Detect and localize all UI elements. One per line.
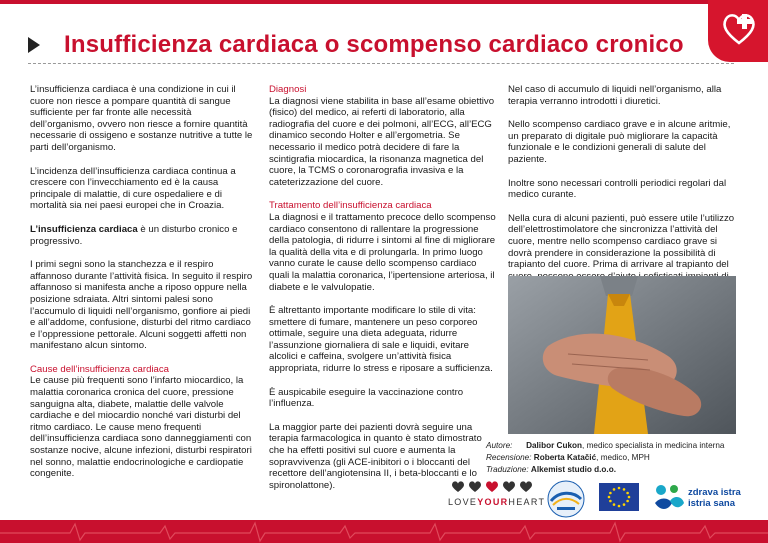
chest-pain-photo: [508, 276, 736, 434]
loveyourheart-text: [448, 497, 546, 507]
column-right: [508, 84, 736, 306]
paragraph: [30, 84, 258, 154]
loveyourheart-logo: [448, 480, 546, 507]
credit-translation: [486, 464, 724, 476]
heart-icon: [502, 480, 516, 493]
paragraph: [30, 364, 258, 480]
paragraph-text: L’incidenza dell’insufficienza cardiaca continua a crescere con l’invecchiamento ed è la causa principale di malattie, di cure ospedaliere e di mortalità sia nei paesi europei che in Croazia.: [30, 165, 236, 212]
header-bar: [0, 0, 768, 4]
paragraph-text: è un disturbo cronico e progressivo.: [30, 223, 238, 247]
paragraph: [508, 178, 736, 201]
credit-role: , medico specialista in medicina interna: [582, 441, 725, 450]
credit-author: [486, 440, 724, 452]
zdrava-istra-logo: [652, 483, 742, 515]
logo-word: HEART: [508, 497, 546, 507]
paragraph: [508, 119, 736, 165]
paragraph-text: I primi segni sono la stanchezza e il respiro affannoso durante l’attività fisica. In seguito il respiro affannoso si manifesta anche a riposo oppure nella posizione sdraiata. Altri sintomi palesi sono l’accumulo di liquidi nell’organismo, gonfiore ai piedi e all’addome, confusione, disturbi del ritmo cardiaco e l’oppressione pettorale. Alcuni soggetti affetti non manifestano alcun sintomo.: [30, 259, 253, 352]
section-subtitle: Cause dell’insufficienza cardiaca: [30, 363, 170, 375]
paragraph: [30, 166, 258, 212]
paragraph-text: Le cause più frequenti sono l’infarto miocardico, la malattia coronarica cronica del cuore, pressione sanguigna alta, diabete, malattie delle valvole cardiache e del miocardio nonché vari disturbi del ritmo cardiaco. Le cause meno frequenti dell’insufficienza cardiaca sono danneggiamenti con sostanze nocive, alcune infezioni, disturbi respiratori nel sonno, malattie endocrinologiche e cardiopatie congenite.: [30, 375, 252, 480]
credit-role: , medico, MPH: [596, 453, 650, 462]
paragraph: [30, 224, 258, 247]
title-row: [28, 28, 684, 62]
paragraph-text: L’insufficienza cardiaca è una condizione in cui il cuore non riesce a pompare quantità di sangue sufficiente per far fronte alle necessità dell’organismo, ovvero non riesce a fornire quantità necessarie di ossigeno e sostanze nutritive a tutte le parti dell’organismo.: [30, 84, 253, 153]
logo-line: zdrava istra: [688, 487, 741, 498]
corner-logo: [708, 0, 768, 62]
logo-line: istria sana: [688, 498, 735, 509]
credit-review: [486, 452, 724, 464]
section-subtitle: Diagnosi: [269, 84, 307, 95]
paragraph: [269, 387, 497, 410]
credit-name: Roberta Katačić: [533, 453, 597, 462]
play-arrow-icon: [28, 37, 40, 53]
credit-label: Traduzione:: [486, 465, 529, 474]
paragraph: [269, 305, 497, 375]
title-divider: [28, 63, 734, 64]
eu-flag-logo: [599, 483, 639, 511]
paragraph-text: La maggior parte dei pazienti dovrà seguire una terapia farmacologica in quanto è stato dimostrato che ha effetti positivi sul cuore e aumenta la sopravvivenza (gli ACE-inibitori o i bloccanti del recettore dell’angiotensina II, i beta-bloccanti e lo spironolattone).: [269, 421, 482, 491]
paragraph-text: È altrettanto importante modificare lo stile di vita: smettere di fumare, mantenere un peso corporeo ottimale, seguire una dieta adeguata, ridurre l’assunzione giornaliera di sale e liquidi, evitare alcolici e caffeina, svolgere un’attività fisica appropriata, ridurre lo stress e riposare a sufficienza.: [269, 305, 493, 375]
paragraph: [508, 84, 736, 107]
heart-icon: [519, 480, 533, 493]
heart-icon: [485, 480, 499, 493]
logo-word: YOUR: [477, 497, 509, 507]
section-subtitle: Trattamento dell’insufficienza cardiaca: [269, 200, 432, 212]
paragraph: [269, 200, 497, 293]
paragraph-text: Nel caso di accumulo di liquidi nell’organismo, alla terapia verranno introdotti i diuretici.: [508, 84, 722, 107]
paragraph-text: Nello scompenso cardiaco grave e in alcune aritmie, un preparato di digitale può migliorare la capacità funzionale e le condizioni generali di salute del paziente.: [508, 119, 731, 165]
credit-name: Dalibor Cukon: [526, 441, 583, 450]
adriatic-ipa-logo: [539, 479, 593, 519]
paragraph-bold: L’insufficienza cardiaca: [30, 223, 138, 235]
paragraph-text: È auspicabile eseguire la vaccinazione contro l’influenza.: [269, 386, 464, 410]
heart-icon: [451, 480, 465, 493]
credit-label: Recensione:: [486, 453, 532, 462]
credit-label: Autore:: [486, 441, 513, 450]
heart-cross-icon: [720, 10, 758, 48]
footer-ecg-band: [0, 520, 768, 543]
paragraph-text: La diagnosi viene stabilita in base all’esame obiettivo (fisico) del medico, ai referti di laboratorio, alla radiografia del cuore e dei polmoni, all’ECG, all’ECG dinamico secondo Holter e all’ergometria. Se necessario il medico potrà decidere di fare la scintigrafia miocardica, la risonanza magnetica del cuore, la TCMS o coronarografia invasiva e la cateterizzazione del cuore.: [269, 95, 495, 188]
logo-word: LOVE: [448, 497, 478, 507]
paragraph: [269, 84, 497, 188]
page-title: Insufficienza cardiaca o scompenso cardiaco cronico: [64, 31, 684, 58]
heart-icon: [468, 480, 482, 493]
paragraph-text: Inoltre sono necessari controlli periodici regolari dal medico curante.: [508, 177, 727, 201]
credits: [486, 440, 724, 476]
paragraph: [30, 259, 258, 352]
column-left: [30, 84, 258, 492]
column-middle: [269, 84, 497, 503]
credit-name: Alkemist studio d.o.o.: [530, 465, 616, 474]
paragraph-text: Nella cura di alcuni pazienti, può essere utile l’utilizzo dell’elettrostimolatore che sincronizza l’attività del cuore, mentre nello scompenso cardiaco grave si dovrà prendere in considerazione la possibilità di trapianto del cuore. Prima di arrivare al trapianto del: [508, 212, 735, 271]
paragraph-text: La diagnosi e il trattamento precoce dello scompenso cardiaco consentono di rallentare la progressione della patologia, di ridurre i sintomi al fine di migliorare la qualità della vita e di prolungarla. In primo luogo vanno curate le cause dello scompenso cardiaco quali la malattia coronarica, l’ipertensione arteriosa, il diabete e le valvulopatie.: [269, 211, 496, 293]
